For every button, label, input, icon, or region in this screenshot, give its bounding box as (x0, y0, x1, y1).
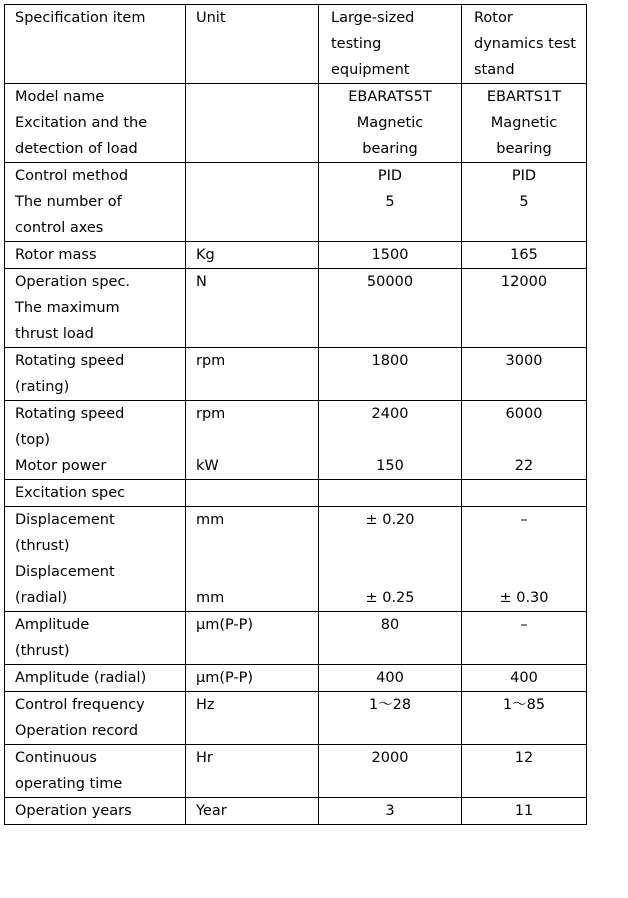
table-row (5, 507, 587, 612)
unit-cell (186, 480, 319, 507)
unit-cell: rpm (186, 348, 319, 401)
specification-table (4, 4, 587, 825)
table-row (5, 163, 587, 242)
large-sized-equipment-value: 1～28 (319, 692, 462, 745)
rotor-dynamics-stand-value: – ± 0.30 (462, 507, 587, 612)
large-sized-equipment-value: 2000 (319, 745, 462, 798)
large-sized-equipment-value (319, 480, 462, 507)
large-sized-equipment-value: 80 (319, 612, 462, 665)
table-row (5, 269, 587, 348)
specification-item-cell: Displacement (thrust) Displacement (radial) (5, 507, 186, 612)
large-sized-equipment-value: 3 (319, 798, 462, 825)
specification-item-cell: Operation spec. The maximum thrust load (5, 269, 186, 348)
header-rotor-dynamics-test-stand: Rotor dynamics test stand (462, 5, 587, 84)
rotor-dynamics-stand-value: 12000 (462, 269, 587, 348)
specification-item-cell: Rotating speed (rating) (5, 348, 186, 401)
rotor-dynamics-stand-value: 1～85 (462, 692, 587, 745)
rotor-dynamics-stand-value: 12 (462, 745, 587, 798)
specification-item-cell: Excitation spec (5, 480, 186, 507)
table-row (5, 84, 587, 163)
header-specification-item: Specification item (5, 5, 186, 84)
table-row (5, 401, 587, 480)
table-row (5, 665, 587, 692)
specification-item-cell: Model name Excitation and the detection of load (5, 84, 186, 163)
unit-cell (186, 84, 319, 163)
unit-cell: Year (186, 798, 319, 825)
rotor-dynamics-stand-value: EBARTS1T Magnetic bearing (462, 84, 587, 163)
large-sized-equipment-value: EBARATS5T Magnetic bearing (319, 84, 462, 163)
unit-cell: rpm kW (186, 401, 319, 480)
specification-item-cell: Control frequency Operation record (5, 692, 186, 745)
table-row (5, 242, 587, 269)
large-sized-equipment-value: 50000 (319, 269, 462, 348)
unit-cell: Hr (186, 745, 319, 798)
large-sized-equipment-value: ± 0.20 ± 0.25 (319, 507, 462, 612)
unit-cell: Kg (186, 242, 319, 269)
rotor-dynamics-stand-value: 11 (462, 798, 587, 825)
specification-item-cell: Amplitude (radial) (5, 665, 186, 692)
table-row (5, 692, 587, 745)
header-unit: Unit (186, 5, 319, 84)
large-sized-equipment-value: 1800 (319, 348, 462, 401)
unit-cell: mm mm (186, 507, 319, 612)
rotor-dynamics-stand-value: PID 5 (462, 163, 587, 242)
specification-item-cell: Operation years (5, 798, 186, 825)
unit-cell: μm(P-P) (186, 612, 319, 665)
rotor-dynamics-stand-value: – (462, 612, 587, 665)
table-row (5, 348, 587, 401)
table-row (5, 798, 587, 825)
table-header-row (5, 5, 587, 84)
rotor-dynamics-stand-value: 3000 (462, 348, 587, 401)
large-sized-equipment-value: PID 5 (319, 163, 462, 242)
specification-item-cell: Rotor mass (5, 242, 186, 269)
rotor-dynamics-stand-value: 165 (462, 242, 587, 269)
rotor-dynamics-stand-value: 6000 22 (462, 401, 587, 480)
header-large-sized-testing-equipment: Large-sized testing equipment (319, 5, 462, 84)
large-sized-equipment-value: 2400 150 (319, 401, 462, 480)
unit-cell (186, 163, 319, 242)
rotor-dynamics-stand-value (462, 480, 587, 507)
unit-cell: N (186, 269, 319, 348)
specification-table-body (5, 5, 587, 825)
specification-item-cell: Continuous operating time (5, 745, 186, 798)
specification-item-cell: Rotating speed (top) Motor power (5, 401, 186, 480)
table-row (5, 745, 587, 798)
unit-cell: Hz (186, 692, 319, 745)
large-sized-equipment-value: 400 (319, 665, 462, 692)
rotor-dynamics-stand-value: 400 (462, 665, 587, 692)
specification-item-cell: Amplitude (thrust) (5, 612, 186, 665)
table-row (5, 480, 587, 507)
specification-item-cell: Control method The number of control axes (5, 163, 186, 242)
table-row (5, 612, 587, 665)
large-sized-equipment-value: 1500 (319, 242, 462, 269)
unit-cell: μm(P-P) (186, 665, 319, 692)
